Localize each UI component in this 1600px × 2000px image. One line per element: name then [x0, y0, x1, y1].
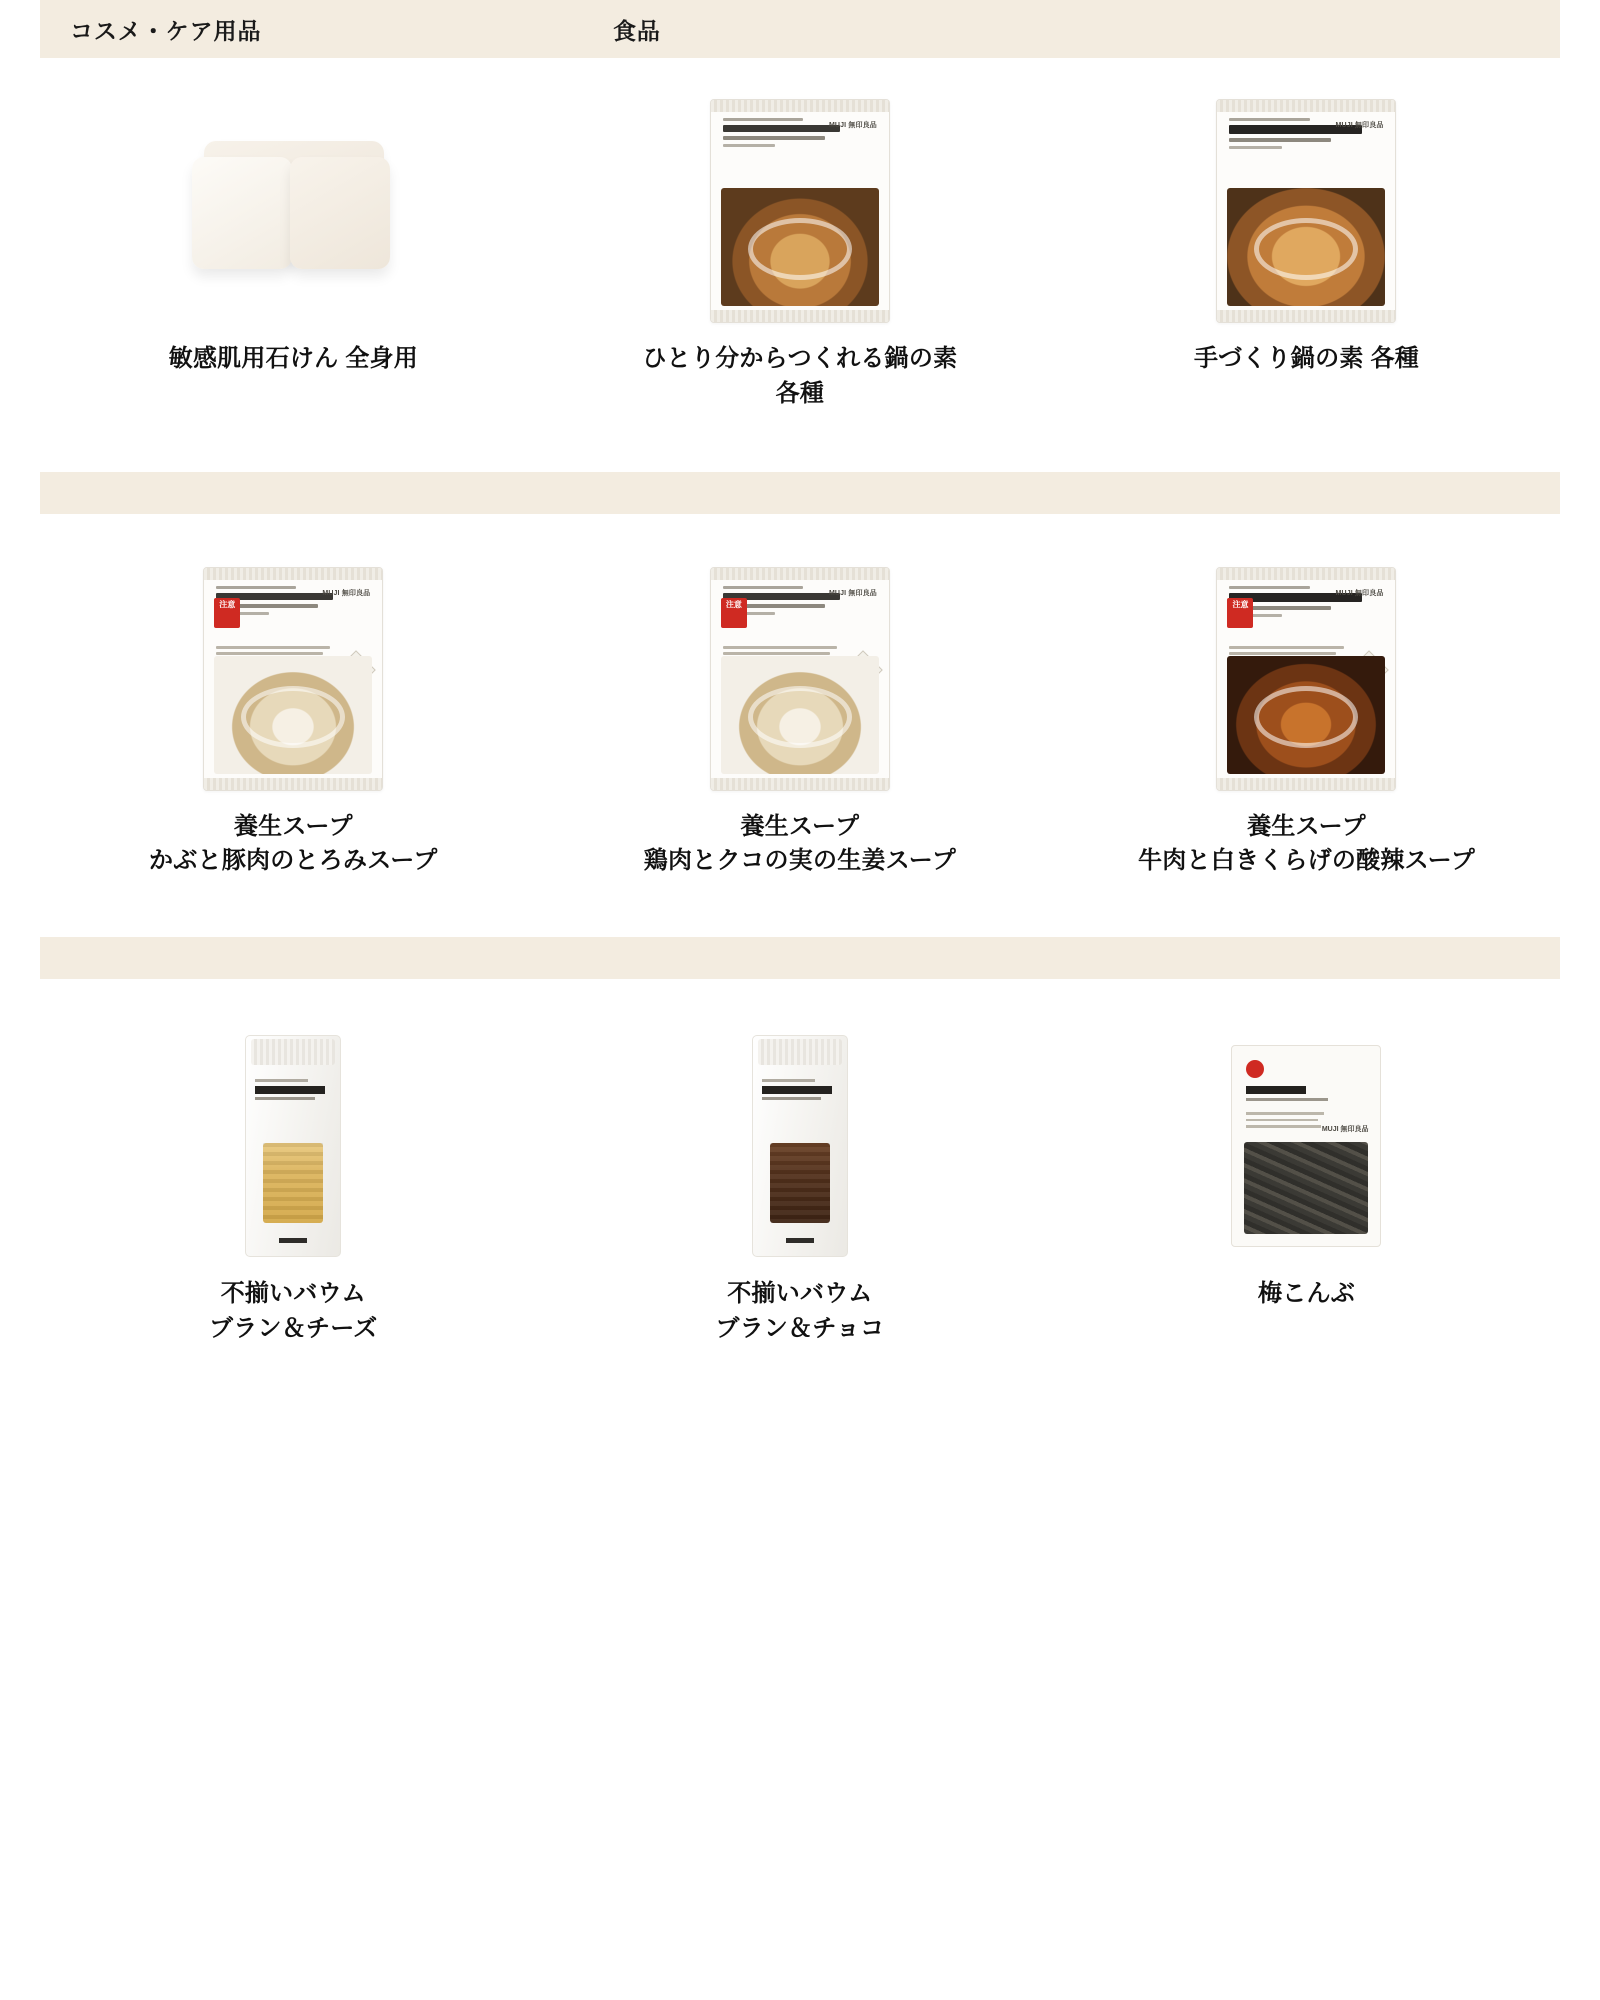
pouch-top-seal [1217, 100, 1395, 112]
soap-right [290, 157, 390, 269]
product-name-line2: 鶏肉とクコの実の生姜スープ [643, 847, 957, 875]
category-title-cosme: コスメ・ケア用品 [70, 17, 262, 44]
product-name-line1: 敏感肌用石けん 全身用 [168, 345, 418, 372]
pouch-top-seal [1217, 568, 1395, 580]
package-bottom-mark [279, 1238, 307, 1243]
product-card-hotpot-handmade[interactable] [1053, 96, 1560, 412]
product-image-soup-beef-fungus [1191, 564, 1421, 794]
product-card-soup-chicken-goji[interactable] [547, 564, 1054, 880]
bowl-shape [1254, 218, 1358, 280]
product-card-soap[interactable] [40, 96, 547, 412]
muji-logo: MUJI 無印良品 [322, 589, 371, 597]
muji-logo: MUJI 無印良品 [1335, 589, 1384, 597]
product-name-line2: かぶと豚肉のとろみスープ [149, 847, 438, 875]
section-separator-band [40, 937, 1560, 979]
muji-logo: MUJI 無印良品 [1335, 122, 1384, 129]
muji-logo: MUJI 無印良品 [828, 589, 877, 597]
package-label-text [762, 1079, 838, 1100]
product-name-line1: ひとり分からつくれる鍋の素 [642, 345, 958, 372]
product-name-line1: 養生スープ [1247, 812, 1366, 840]
soap-left [192, 157, 292, 269]
product-caption [1091, 1277, 1521, 1312]
product-caption [585, 342, 1015, 412]
pouch-top-seal [711, 568, 889, 580]
product-name-line2: 各種 [775, 379, 825, 407]
category-title-food: 食品 [613, 17, 661, 44]
pouch-photo [214, 656, 372, 774]
baumkuchen-package [245, 1035, 341, 1257]
pouch-photo [1227, 188, 1385, 306]
pouch-bottom-seal [711, 778, 889, 790]
product-name-line1: 梅こんぶ [1258, 1280, 1355, 1308]
package-top-seal [251, 1039, 335, 1065]
pouch-bottom-seal [1217, 310, 1395, 322]
product-card-baum-bran-cheese[interactable] [40, 1031, 547, 1347]
product-card-baum-bran-choco[interactable] [547, 1031, 1054, 1347]
section-separator-band [40, 472, 1560, 514]
product-name-line2: ブラン＆チョコ [715, 1314, 885, 1342]
product-name-line1: 手づくり鍋の素 各種 [1193, 345, 1420, 372]
product-name-line2: ブラン＆チーズ [209, 1314, 378, 1342]
product-card-ume-kombu[interactable] [1053, 1031, 1560, 1347]
product-caption [585, 810, 1015, 880]
product-caption [585, 1277, 1015, 1347]
category-band-food [585, 0, 1560, 58]
warning-badge-icon: 注意 [1227, 598, 1253, 628]
bowl-shape [748, 218, 852, 280]
muji-logo: MUJI 無印良品 [828, 122, 877, 129]
package-bottom-mark [786, 1238, 814, 1243]
pouch-bottom-seal [711, 310, 889, 322]
product-row [40, 96, 1560, 412]
pouch-photo [721, 656, 879, 774]
product-card-soup-beef-fungus[interactable] [1053, 564, 1560, 880]
pouch-photo [1227, 656, 1385, 774]
product-image-baum-bran-cheese [178, 1031, 408, 1261]
warning-badge-icon: 注意 [214, 598, 240, 628]
bowl-shape [241, 686, 345, 748]
retort-pouch [710, 567, 890, 791]
product-image-soap [178, 96, 408, 326]
product-name-line1: 不揃いバウム [727, 1280, 873, 1308]
soap-bar-illustration [186, 131, 401, 291]
retort-pouch [203, 567, 383, 791]
product-caption [78, 342, 508, 377]
product-name-line1: 養生スープ [740, 812, 860, 840]
product-row [40, 564, 1560, 880]
retort-pouch [1216, 567, 1396, 791]
package-title-text [1246, 1086, 1328, 1101]
retort-pouch [1216, 99, 1396, 323]
package-label-text [255, 1079, 331, 1100]
bowl-shape [1254, 686, 1358, 748]
product-row [40, 1031, 1560, 1347]
product-caption [78, 1277, 508, 1347]
category-band-cosme [40, 0, 585, 58]
pouch-top-seal [204, 568, 382, 580]
muji-logo: MUJI 無印良品 [1321, 1126, 1369, 1134]
product-image-soup-turnip-pork [178, 564, 408, 794]
product-card-hotpot-single[interactable] [547, 96, 1054, 412]
category-band-row [0, 0, 1600, 58]
cake-cheese [263, 1143, 323, 1223]
product-caption [1091, 342, 1521, 377]
package-window-kelp [1244, 1142, 1368, 1234]
product-image-baum-bran-choco [685, 1031, 915, 1261]
package-description-text [1246, 1112, 1324, 1132]
product-card-soup-turnip-pork[interactable] [40, 564, 547, 880]
product-caption [78, 810, 508, 880]
warning-badge-icon: 注意 [721, 598, 747, 628]
product-name-line1: 養生スープ [233, 812, 353, 840]
package-top-seal [758, 1039, 842, 1065]
cake-choco [770, 1143, 830, 1223]
baumkuchen-package [752, 1035, 848, 1257]
pouch-photo [721, 188, 879, 306]
product-image-ume-kombu [1191, 1031, 1421, 1261]
product-name-line1: 不揃いバウム [220, 1280, 366, 1308]
bowl-shape [748, 686, 852, 748]
pouch-bottom-seal [1217, 778, 1395, 790]
product-caption [1091, 810, 1521, 880]
product-name-line2: 牛肉と白きくらげの酸辣スープ [1138, 847, 1475, 875]
product-image-hotpot-handmade [1191, 96, 1421, 326]
red-dot-icon [1246, 1060, 1264, 1078]
pouch-top-seal [711, 100, 889, 112]
retort-pouch [710, 99, 890, 323]
pouch-bottom-seal [204, 778, 382, 790]
product-image-hotpot-single [685, 96, 915, 326]
product-image-soup-chicken-goji [685, 564, 915, 794]
kelp-snack-package [1231, 1045, 1381, 1247]
